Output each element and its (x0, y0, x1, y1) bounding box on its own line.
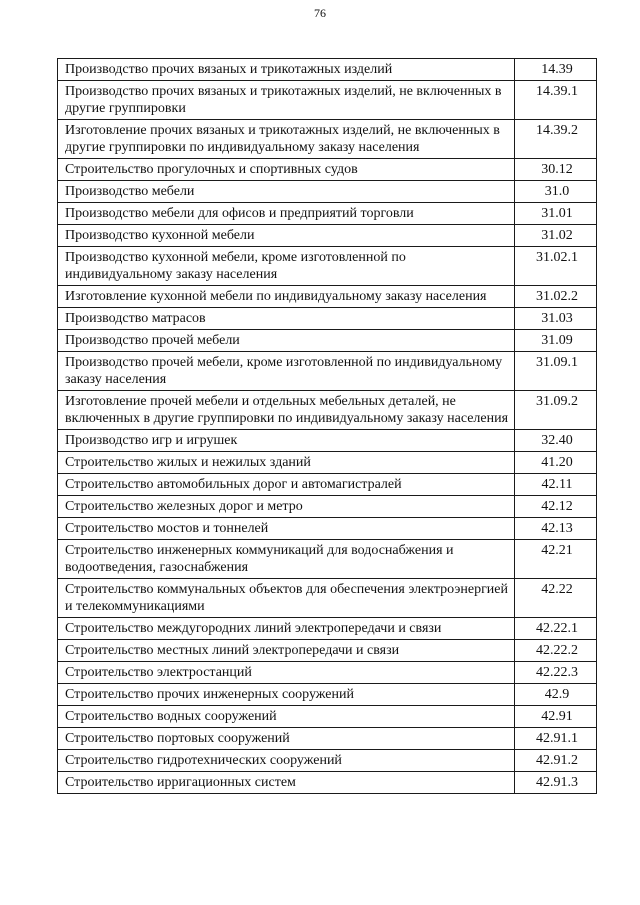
activity-code-cell: 42.91.1 (515, 728, 597, 750)
activity-name-cell: Строительство междугородних линий электропередачи и связи (58, 618, 515, 640)
activity-code-cell: 31.02.2 (515, 286, 597, 308)
table-row (58, 330, 597, 352)
table-row (58, 181, 597, 203)
activity-codes-table (57, 58, 597, 794)
activity-code-cell: 31.02.1 (515, 247, 597, 286)
table-row (58, 496, 597, 518)
activity-code-cell: 31.01 (515, 203, 597, 225)
activity-code-cell: 31.03 (515, 308, 597, 330)
table-row (58, 203, 597, 225)
activity-code-cell: 42.22 (515, 579, 597, 618)
activity-code-cell: 42.22.3 (515, 662, 597, 684)
activity-code-cell: 14.39.2 (515, 120, 597, 159)
activity-name-cell: Производство прочих вязаных и трикотажных изделий (58, 59, 515, 81)
table-row (58, 772, 597, 794)
activity-code-cell: 42.13 (515, 518, 597, 540)
table-row (58, 540, 597, 579)
activity-name-cell: Производство мебели (58, 181, 515, 203)
activity-name-cell: Строительство электростанций (58, 662, 515, 684)
activity-code-cell: 42.91 (515, 706, 597, 728)
table-body (58, 59, 597, 794)
table-row (58, 684, 597, 706)
activity-code-cell: 31.09 (515, 330, 597, 352)
table-row (58, 518, 597, 540)
table-row (58, 452, 597, 474)
activity-name-cell: Строительство мостов и тоннелей (58, 518, 515, 540)
table-row (58, 706, 597, 728)
activity-name-cell: Строительство железных дорог и метро (58, 496, 515, 518)
activity-name-cell: Изготовление прочей мебели и отдельных мебельных деталей, не включенных в другие группировки по индивидуальному заказу населения (58, 391, 515, 430)
activity-name-cell: Строительство автомобильных дорог и автомагистралей (58, 474, 515, 496)
table-row (58, 391, 597, 430)
activity-name-cell: Изготовление прочих вязаных и трикотажных изделий, не включенных в другие группировки по индивидуальному заказу населения (58, 120, 515, 159)
table-row (58, 474, 597, 496)
activity-name-cell: Производство прочих вязаных и трикотажных изделий, не включенных в другие группировки (58, 81, 515, 120)
activity-name-cell: Строительство прогулочных и спортивных судов (58, 159, 515, 181)
activity-code-cell: 42.11 (515, 474, 597, 496)
activity-name-cell: Строительство портовых сооружений (58, 728, 515, 750)
activity-name-cell: Производство прочей мебели, кроме изготовленной по индивидуальному заказу населения (58, 352, 515, 391)
activity-name-cell: Производство кухонной мебели, кроме изготовленной по индивидуальному заказу населения (58, 247, 515, 286)
activity-name-cell: Строительство водных сооружений (58, 706, 515, 728)
activity-name-cell: Строительство инженерных коммуникаций для водоснабжения и водоотведения, газоснабжения (58, 540, 515, 579)
activity-code-cell: 31.0 (515, 181, 597, 203)
table-row (58, 159, 597, 181)
activity-name-cell: Строительство ирригационных систем (58, 772, 515, 794)
table-row (58, 640, 597, 662)
table-row (58, 286, 597, 308)
activity-name-cell: Строительство местных линий электропередачи и связи (58, 640, 515, 662)
activity-code-cell: 30.12 (515, 159, 597, 181)
activity-code-cell: 14.39 (515, 59, 597, 81)
activity-code-cell: 42.12 (515, 496, 597, 518)
activity-name-cell: Производство игр и игрушек (58, 430, 515, 452)
table-row (58, 308, 597, 330)
table-row (58, 750, 597, 772)
activity-code-cell: 42.22.2 (515, 640, 597, 662)
table-row (58, 728, 597, 750)
activity-code-cell: 32.40 (515, 430, 597, 452)
table-row (58, 81, 597, 120)
activity-name-cell: Производство мебели для офисов и предприятий торговли (58, 203, 515, 225)
table-row (58, 430, 597, 452)
activity-code-cell: 42.91.2 (515, 750, 597, 772)
activity-code-cell: 41.20 (515, 452, 597, 474)
table-row (58, 579, 597, 618)
table-row (58, 120, 597, 159)
activity-code-cell: 31.09.2 (515, 391, 597, 430)
activity-name-cell: Строительство гидротехнических сооружений (58, 750, 515, 772)
table-row (58, 59, 597, 81)
activity-name-cell: Строительство коммунальных объектов для обеспечения электроэнергией и телекоммуникациями (58, 579, 515, 618)
activity-code-cell: 42.9 (515, 684, 597, 706)
table-row (58, 352, 597, 391)
activity-code-cell: 31.02 (515, 225, 597, 247)
table-row (58, 618, 597, 640)
activity-name-cell: Изготовление кухонной мебели по индивидуальному заказу населения (58, 286, 515, 308)
table-row (58, 247, 597, 286)
activity-name-cell: Производство матрасов (58, 308, 515, 330)
activity-code-cell: 42.21 (515, 540, 597, 579)
activity-name-cell: Производство прочей мебели (58, 330, 515, 352)
table-row (58, 225, 597, 247)
activity-code-cell: 42.91.3 (515, 772, 597, 794)
activity-code-cell: 14.39.1 (515, 81, 597, 120)
activity-code-cell: 31.09.1 (515, 352, 597, 391)
activity-name-cell: Строительство прочих инженерных сооружений (58, 684, 515, 706)
page-number: 76 (314, 6, 326, 20)
activity-code-cell: 42.22.1 (515, 618, 597, 640)
activity-name-cell: Производство кухонной мебели (58, 225, 515, 247)
activity-name-cell: Строительство жилых и нежилых зданий (58, 452, 515, 474)
table-row (58, 662, 597, 684)
